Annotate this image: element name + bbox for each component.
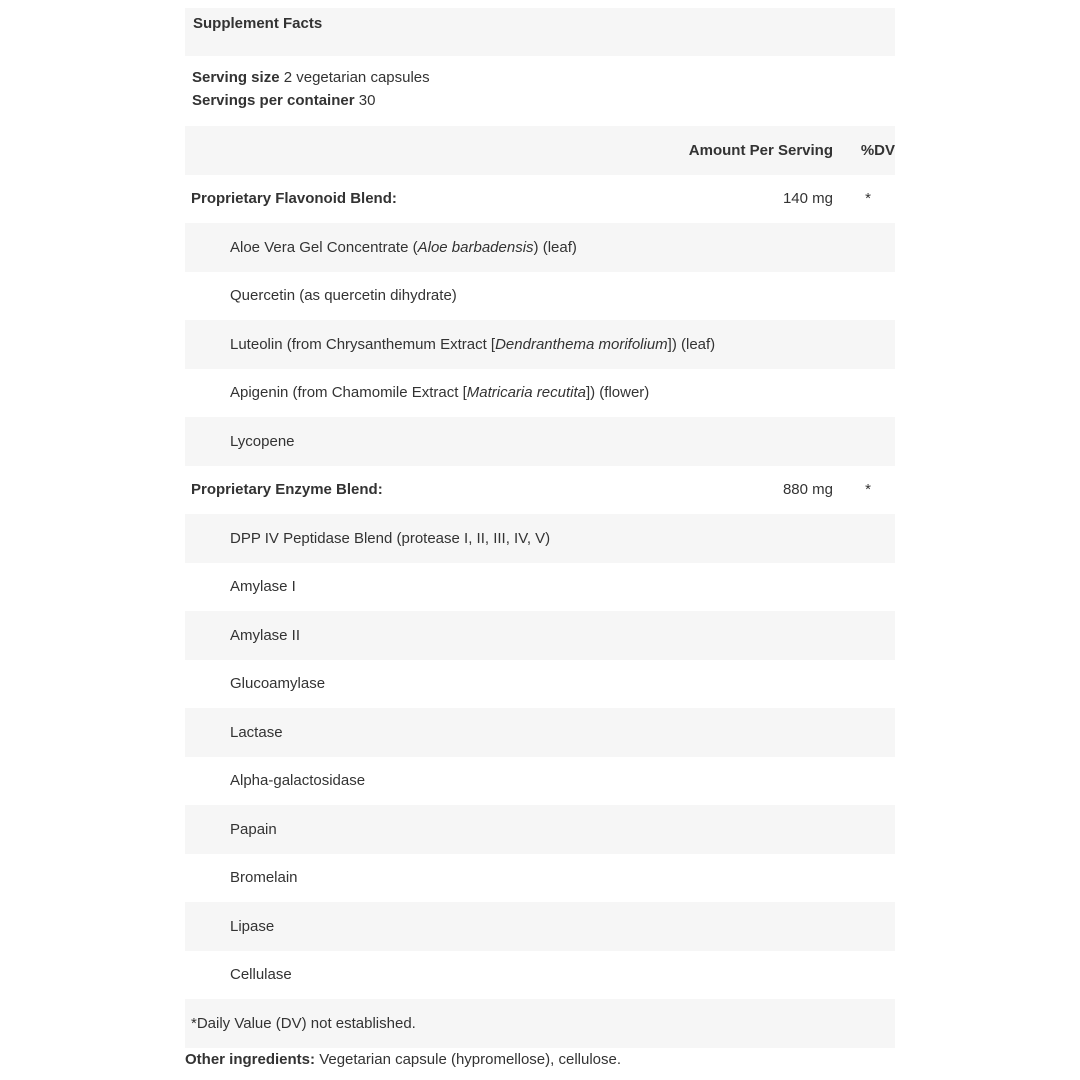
ingredient-row <box>185 757 895 806</box>
ingredient-row <box>185 369 895 418</box>
other-ingredients <box>185 1048 895 1072</box>
table-header-row <box>185 126 895 175</box>
ingredient-name: Cellulase <box>230 966 292 984</box>
ingredient-name: Glucoamylase <box>230 675 326 693</box>
blend-dv: * <box>865 481 871 499</box>
ingredient-row <box>185 902 895 951</box>
serving-size-label: Serving size <box>192 69 280 86</box>
ingredient-row <box>185 611 895 660</box>
other-ingredients-value: Vegetarian capsule (hypromellose), cellulose. <box>319 1050 622 1068</box>
supplement-facts-panel <box>185 8 895 1072</box>
ingredient-name: Aloe Vera Gel Concentrate (Aloe barbadensis) (leaf) <box>230 238 577 256</box>
ingredient-row <box>185 708 895 757</box>
other-ingredients-label: Other ingredients: <box>185 1050 316 1068</box>
ingredient-row <box>185 417 895 466</box>
servings-per-container-label: Servings per container <box>192 92 355 109</box>
supplement-facts-title: Supplement Facts <box>193 14 323 32</box>
ingredient-name: Luteolin (from Chrysanthemum Extract [Dendranthema morifolium]) (leaf) <box>230 335 716 353</box>
ingredient-row <box>185 272 895 321</box>
blend-row-enzyme <box>185 466 895 515</box>
ingredient-name: Apigenin (from Chamomile Extract [Matricaria recutita]) (flower) <box>230 384 650 402</box>
ingredient-row <box>185 951 895 1000</box>
ingredient-row <box>185 320 895 369</box>
serving-size-line <box>192 66 895 89</box>
latin-name: Aloe barbadensis <box>417 238 534 256</box>
ingredient-name: Lipase <box>230 917 275 935</box>
dv-header: %DV <box>860 141 895 159</box>
servings-per-container-value: 30 <box>358 92 376 109</box>
serving-info <box>185 56 895 126</box>
ingredient-row <box>185 563 895 612</box>
latin-name: Dendranthema morifolium <box>495 335 668 353</box>
ingredient-row <box>185 854 895 903</box>
supplement-facts-title-row <box>185 8 895 56</box>
ingredient-name: DPP IV Peptidase Blend (protease I, II, III, IV, V) <box>230 529 551 547</box>
ingredient-row <box>185 805 895 854</box>
latin-name: Matricaria recutita <box>466 384 586 402</box>
footnote-row <box>185 999 895 1048</box>
ingredient-name: Lactase <box>230 723 283 741</box>
ingredient-name: Lycopene <box>230 432 295 450</box>
dv-footnote: *Daily Value (DV) not established. <box>191 1014 416 1032</box>
blend-row-flavonoid <box>185 175 895 224</box>
blend-dv: * <box>865 190 871 208</box>
ingredient-name: Amylase II <box>230 626 301 644</box>
ingredient-name: Quercetin (as quercetin dihydrate) <box>230 287 457 305</box>
servings-per-container-line <box>192 89 895 112</box>
blend-name: Proprietary Flavonoid Blend: <box>191 190 397 208</box>
ingredient-name: Alpha-galactosidase <box>230 772 366 790</box>
ingredient-name: Amylase I <box>230 578 296 596</box>
ingredient-name: Bromelain <box>230 869 298 887</box>
ingredient-row <box>185 660 895 709</box>
ingredient-name: Papain <box>230 820 277 838</box>
amount-per-serving-header: Amount Per Serving <box>688 141 833 159</box>
ingredient-row <box>185 514 895 563</box>
blend-amount: 140 mg <box>782 190 833 208</box>
serving-size-value: 2 vegetarian capsules <box>283 69 430 86</box>
ingredient-row <box>185 223 895 272</box>
blend-name: Proprietary Enzyme Blend: <box>191 481 383 499</box>
blend-amount: 880 mg <box>782 481 833 499</box>
